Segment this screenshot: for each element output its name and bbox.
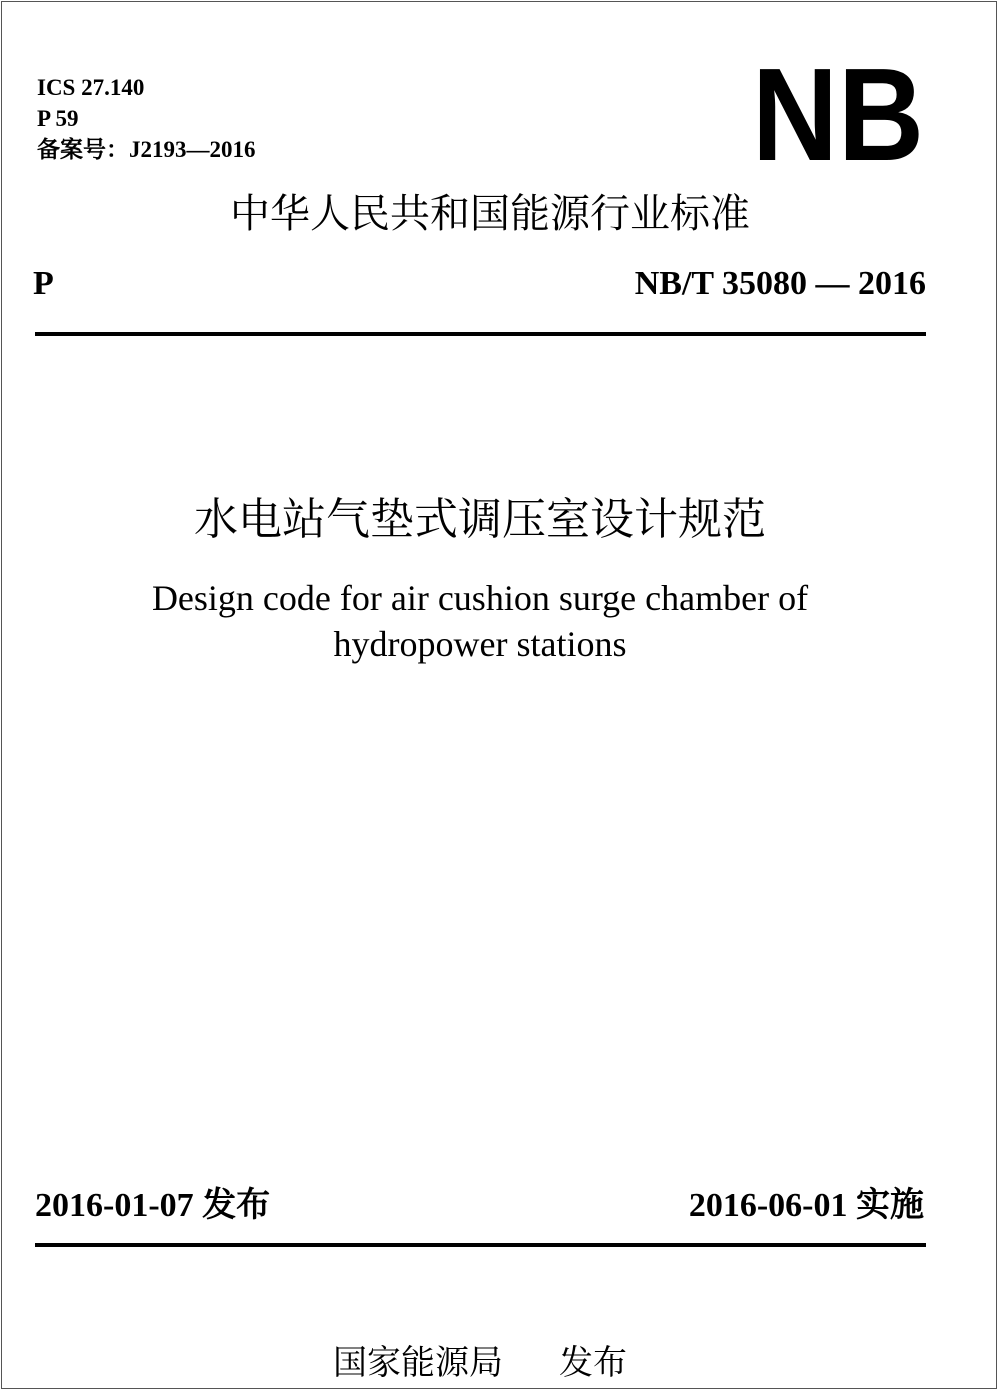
english-title-line2: hydropower stations bbox=[333, 624, 627, 664]
issue-date: 2016-01-07 bbox=[35, 1187, 194, 1224]
classification-block bbox=[37, 72, 256, 165]
bottom-divider bbox=[35, 1243, 926, 1247]
issue-label: 发布 bbox=[202, 1185, 271, 1225]
issue-date-block bbox=[35, 1183, 270, 1228]
class-code: P 59 bbox=[37, 106, 79, 131]
english-title bbox=[0, 575, 960, 667]
implementation-date: 2016-06-01 bbox=[688, 1187, 848, 1224]
ics-code: ICS 27.140 bbox=[37, 75, 145, 100]
nb-logo-text: NB bbox=[752, 41, 924, 180]
implementation-label: 实施 bbox=[856, 1185, 924, 1225]
industry-standard-title: 中华人民共和国能源行业标准 bbox=[230, 191, 750, 237]
top-divider bbox=[35, 332, 926, 336]
english-title-line1: Design code for air cushion surge chamber of bbox=[151, 578, 809, 618]
category-letter: P bbox=[33, 265, 54, 302]
nb-logo bbox=[748, 40, 928, 180]
issuer-action: 发布 bbox=[559, 1343, 627, 1383]
standard-number: NB/T 35080 — 2016 bbox=[634, 265, 926, 302]
record-number: 备案号：J2193—2016 bbox=[37, 137, 256, 162]
chinese-title: 水电站气垫式调压室设计规范 bbox=[194, 494, 766, 545]
issuer-name: 国家能源局 bbox=[333, 1343, 503, 1383]
implementation-date-block bbox=[689, 1183, 924, 1228]
issuer-line bbox=[0, 1341, 960, 1385]
